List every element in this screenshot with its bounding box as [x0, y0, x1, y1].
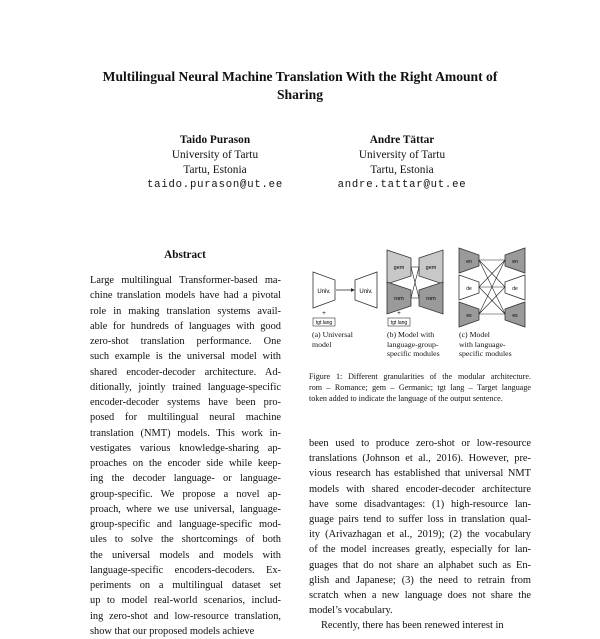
en-encoder-label: en: [466, 259, 472, 265]
panel-a-caption-line: (a) Universal: [312, 330, 353, 339]
abstract-line: Large multilingual Transformer-based ma-: [90, 275, 281, 286]
plus-sign: +: [397, 311, 401, 317]
panel-c-caption-line: with language-: [459, 339, 506, 349]
author-block-1: [115, 133, 315, 193]
gem-decoder-label: gem: [425, 265, 437, 271]
paper-title: [60, 68, 540, 104]
abstract-text: [90, 273, 281, 639]
plus-sign: +: [322, 311, 326, 317]
panel-c-language-specific: [459, 248, 525, 327]
abstract-line: group-specific and language-specific mod-: [90, 519, 281, 530]
panel-b-caption: [387, 330, 457, 359]
abstract-line: up to model real-world scenarios, includ-: [90, 595, 281, 607]
author-affiliation: University of Tartu: [358, 149, 446, 161]
author-name: Andre Tättar: [369, 134, 435, 146]
caption-line: Figure 1: Different granularities of the modular architecture.: [309, 372, 531, 381]
body-line: translations (Johnson et al., 2016). However, pre-: [309, 453, 531, 465]
panel-b-language-group: [387, 250, 443, 326]
abstract-line: the universal models and models with: [90, 549, 281, 561]
abstract-heading: Abstract: [164, 249, 206, 261]
author-email[interactable]: andre.tattar@ut.ee: [337, 179, 467, 191]
abstract-line: ing zero-shot and low-resource translation,: [90, 610, 281, 622]
tgt-lang-label: tgt lang: [390, 320, 408, 326]
de-encoder-label: de: [466, 286, 472, 292]
figure-1: [309, 244, 531, 364]
panel-a-universal: [313, 272, 377, 326]
abstract-line: ules to solve the shortcomings of both: [90, 534, 281, 546]
abstract-line: encoder-decoder systems have been pro-: [90, 397, 281, 408]
abstract-line: translation (NMT) models. This work in-: [90, 427, 281, 439]
body-line: model’s vocabulary.: [309, 605, 393, 617]
es-encoder-label: es: [466, 313, 472, 319]
body-line: models with shared encoder-decoder architecture: [309, 483, 531, 495]
abstract-line: role in making translation systems avail-: [90, 305, 281, 317]
abstract-line: zero-shot translation performance. One: [90, 336, 281, 347]
abstract-line: chine translation models have had a pivotal: [90, 290, 281, 302]
body-line: glish and Japanese; (3) the need to retrain from: [309, 574, 531, 586]
panel-b-caption-line: language-group-: [387, 339, 439, 349]
author-affiliation: University of Tartu: [171, 149, 259, 161]
panel-c-caption: [459, 330, 531, 359]
body-line: vious research has established that universal NMT: [309, 468, 531, 480]
body-line: Recently, there has been renewed interest in: [321, 620, 504, 632]
body-line: guages that do not share an alphabet such as En-: [309, 559, 531, 571]
abstract-line: shared encoder-decoder architecture. Ad-: [90, 366, 281, 378]
de-decoder-label: de: [512, 286, 518, 292]
body-line: have some disadvantages: (1) high-resource lan-: [309, 498, 531, 510]
universal-encoder-label: Univ.: [317, 289, 331, 295]
author-location: Tartu, Estonia: [183, 164, 247, 176]
caption-line: rom – Romance; gem – Germanic; tgt lang – Target language: [309, 383, 531, 392]
abstract-line: ditionally, jointly trained language-specific: [90, 381, 281, 393]
body-line: been used to produce zero-shot or low-resource: [309, 438, 531, 449]
abstract-line: proaches on the encoder side while keep-: [90, 458, 281, 469]
abstract-line: ing the decoder language- or language-: [90, 473, 281, 485]
tgt-lang-label: tgt lang: [315, 320, 333, 326]
abstract-line: language-specific encoders-decoders. Ex-: [90, 564, 281, 576]
abstract-line: vestigates various knowledge-sharing ap-: [90, 442, 281, 454]
abstract-line: proach, where we use universal, language-: [90, 503, 281, 515]
abstract-line: such example is the universal model with: [90, 351, 281, 363]
caption-line: token added to indicate the language of the output sentence.: [309, 394, 503, 403]
rom-decoder-label: rom: [426, 296, 436, 302]
body-line: of the model increases greatly, especially for lan-: [309, 544, 531, 556]
panel-b-caption-line: specific modules: [387, 349, 440, 358]
title-line-1: Multilingual Neural Machine Translation With the Right Amount of: [102, 69, 498, 84]
body-line: ity (Arivazhagan et al., 2019); (2) the vocabulary: [309, 529, 531, 541]
abstract-line: show that our proposed models achieve: [90, 625, 255, 637]
panel-a-caption: [312, 330, 382, 349]
body-text-right-column: [309, 436, 531, 634]
body-line: guage pairs tend to suffer loss in translation qual-: [309, 514, 531, 526]
abstract-line: group-specific. We propose a novel ap-: [90, 488, 281, 500]
abstract-line: able for hundreds of languages with good: [90, 320, 281, 332]
panel-c-caption-line: (c) Model: [459, 330, 490, 339]
rom-encoder-label: rom: [394, 296, 404, 302]
author-name: Taido Purason: [179, 134, 251, 146]
abstract-line: posed for multilingual neural machine: [90, 412, 281, 424]
es-decoder-label: es: [512, 313, 518, 319]
author-block-2: [302, 133, 502, 193]
author-location: Tartu, Estonia: [370, 164, 434, 176]
panel-a-caption-line: model: [312, 339, 332, 349]
title-line-2: Sharing: [276, 87, 324, 102]
abstract-line: periments on a multilingual dataset set: [90, 580, 281, 591]
cross-connections: [479, 260, 505, 314]
panel-b-caption-line: (b) Model with: [387, 330, 435, 339]
author-email[interactable]: taido.purason@ut.ee: [147, 179, 283, 191]
gem-encoder-label: gem: [393, 265, 405, 271]
en-decoder-label: en: [512, 259, 518, 265]
panel-c-caption-line: specific modules: [459, 349, 512, 358]
universal-decoder-label: Univ.: [359, 289, 373, 295]
figure-caption: [309, 371, 531, 404]
body-line: scratch when a new language does not share the: [309, 590, 531, 602]
